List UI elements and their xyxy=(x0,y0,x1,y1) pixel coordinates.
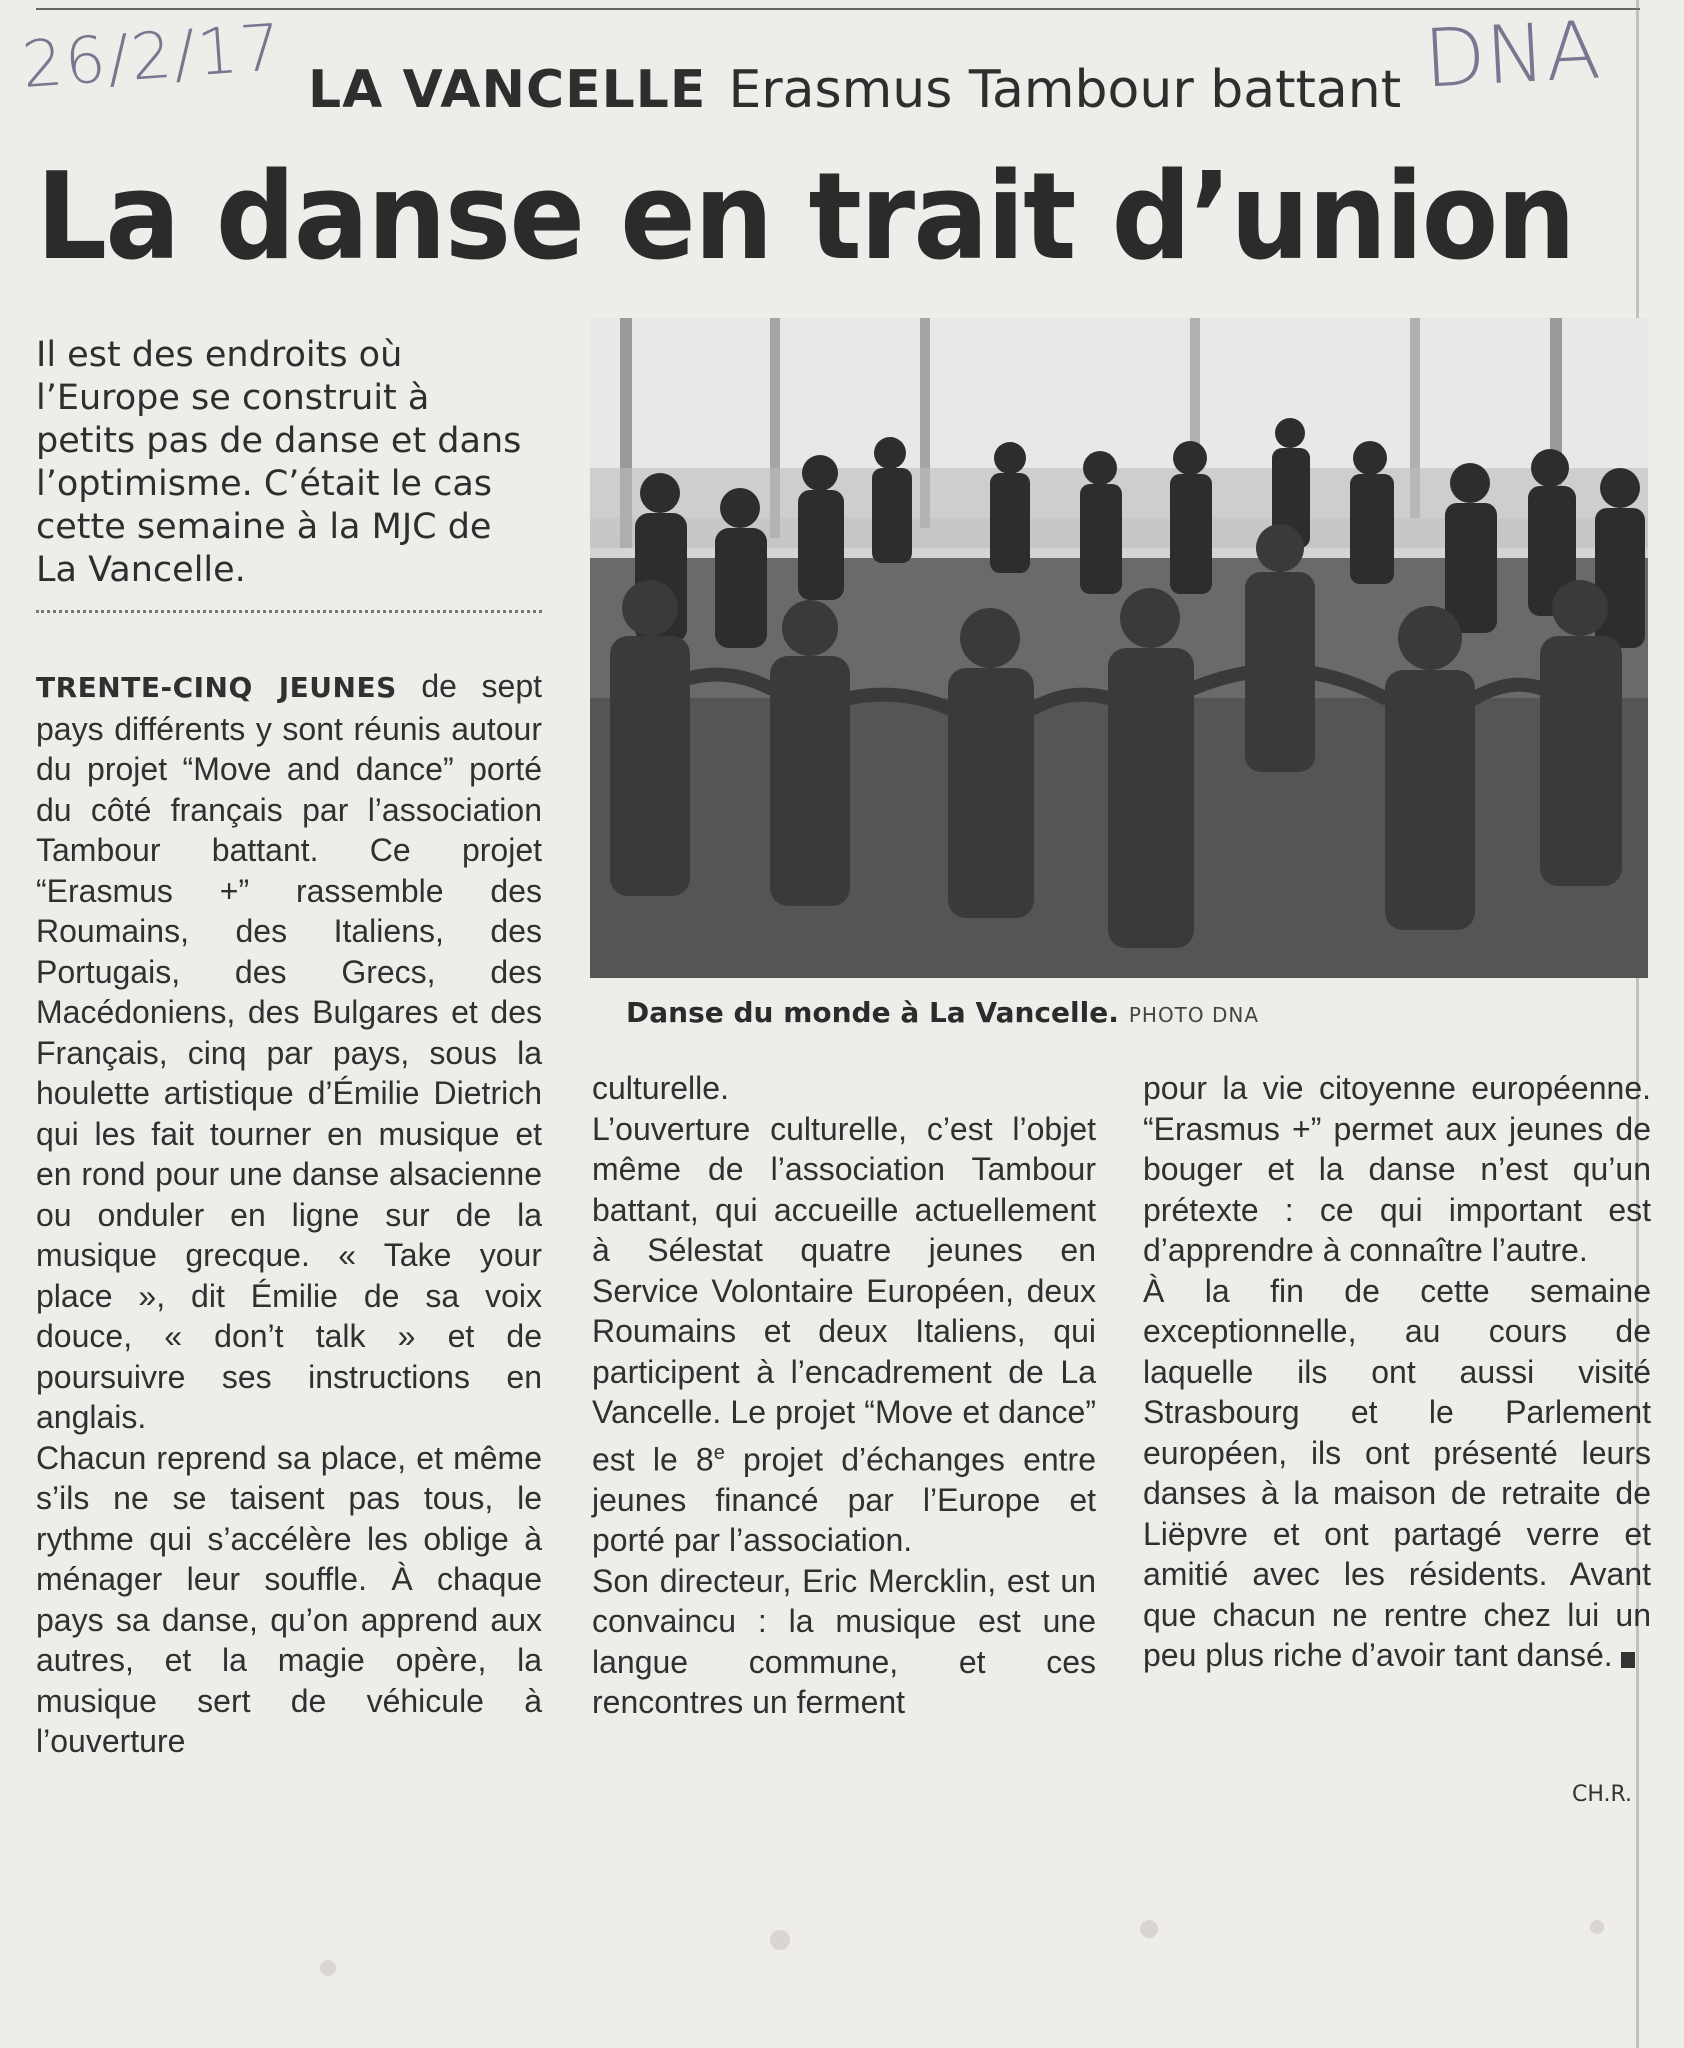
article-column-1 xyxy=(36,666,542,1762)
article-column-3 xyxy=(1143,1068,1651,1676)
paper-smudge xyxy=(770,1930,790,1950)
top-rule xyxy=(36,0,1640,10)
column-3-text: À la fin de cette semaine exceptionnelle, au cours de laquelle ils ont aussi visité Strasbourg et le Parlement européen, ils ont présenté leurs danses à la maison de retraite de Liëpvre et ont partagé verre et amitié avec les résidents. Avant que chacun ne rentre chez lui un peu plus riche d’avoir tant dansé. xyxy=(1143,1272,1651,1673)
column-1-paragraph-2: Chacun reprend sa place, et même s’ils ne se taisent pas tous, le rythme qui s’accélère les oblige à ménager leur souffle. À chaque pays sa danse, qu’on apprend aux autres, et la magie opère, la musique sert de véhicule à l’ouverture xyxy=(36,1439,542,1759)
paper-smudge xyxy=(1140,1920,1158,1938)
column-2-text-a: L’ouverture culturelle, c’est l’objet même de l’association Tambour battant, qui accueille actuellement à Sélestat quatre jeunes en Service Volontaire Européen, deux Roumains et deux Italiens, qui participent à l’encadrement de La Vancelle. Le projet “Move et dance” est le 8 xyxy=(592,1110,1096,1478)
dance-photo-image xyxy=(590,318,1648,978)
column-2-paragraph-3: Son directeur, Eric Mercklin, est un convaincu : la musique est une langue commune, et ces rencontres un ferment xyxy=(592,1562,1096,1721)
kicker-topic: Erasmus Tambour battant xyxy=(728,60,1402,120)
end-of-article-square-icon xyxy=(1621,1652,1635,1668)
paper-smudge xyxy=(1590,1920,1604,1934)
paper-smudge xyxy=(320,1960,336,1976)
caption-text: Danse du monde à La Vancelle. xyxy=(626,996,1119,1029)
dotted-divider xyxy=(36,610,542,613)
column-3-paragraph-2 xyxy=(1143,1271,1651,1676)
photo-credit: PHOTO DNA xyxy=(1128,1003,1260,1027)
headline: La danse en trait d’union xyxy=(36,148,1575,287)
column-2-paragraph-1: culturelle. xyxy=(592,1070,729,1106)
column-2-text-b: projet d’échanges entre jeunes financé par l’Europe et porté par l’association. xyxy=(592,1441,1097,1559)
kicker xyxy=(308,60,1401,120)
author-signature: CH.R. xyxy=(1572,1782,1633,1807)
dance-photo xyxy=(590,318,1648,978)
kicker-place: LA VANCELLE xyxy=(308,60,707,120)
article-column-2 xyxy=(592,1068,1096,1723)
page-edge xyxy=(1636,0,1639,2048)
photo-caption xyxy=(626,996,1259,1029)
column-3-paragraph-1: pour la vie citoyenne européenne. “Erasmus +” permet aux jeunes de bouger et la danse n’est qu’un prétexte : ce qui important est d’apprendre à connaître l’autre. xyxy=(1143,1070,1651,1268)
ordinal-superscript: e xyxy=(713,1441,725,1464)
standfirst: Il est des endroits où l’Europe se construit à petits pas de danse et dans l’optimisme. C’était le cas cette semaine à la MJC de La Vancelle. xyxy=(36,335,522,590)
column-2-paragraph-2 xyxy=(592,1109,1096,1561)
lead-in: TRENTE-CINQ JEUNES xyxy=(36,671,397,704)
column-1-paragraph-1 xyxy=(36,666,542,1438)
handwritten-source: DNA xyxy=(1421,3,1603,106)
column-1-text: de sept pays différents y sont réunis autour du projet “Move and dance” porté du côté français par l’association Tambour battant. Ce projet “Erasmus +” rassemble des Roumains, des Italiens, des Portugais, des Grecs, des Macédoniens, des Bulgares et des Français, cinq par pays, sous la houlette artistique d’Émilie Dietrich qui les fait tourner en musique et en rond pour une danse alsacienne ou onduler en ligne sur de la musique grecque. « Take your place », dit Émilie de sa voix douce, « don’t talk » et de poursuivre ses instructions en anglais. xyxy=(36,668,542,1435)
handwritten-date: 26/2/17 xyxy=(19,10,285,104)
